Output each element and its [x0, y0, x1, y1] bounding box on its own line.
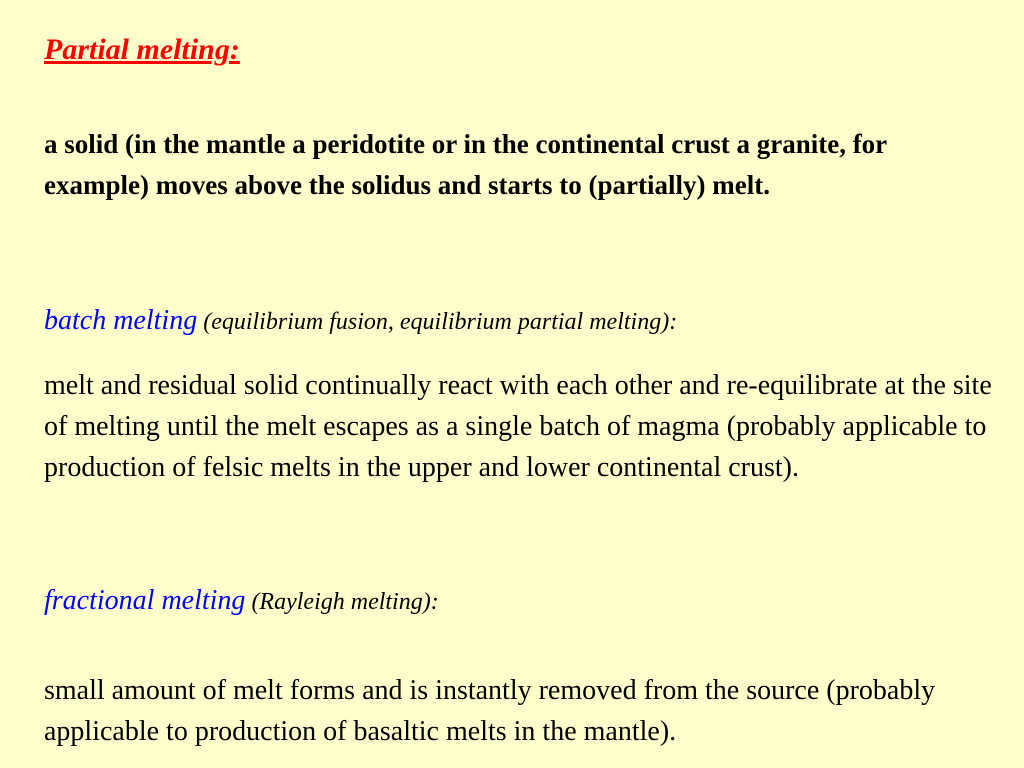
fractional-melting-description: small amount of melt forms and is instantly removed from the source (probably applicable to production of basaltic melts in the mantle). [44, 675, 936, 747]
fractional-melting-term: fractional melting [44, 585, 246, 616]
fractional-melting-heading [44, 581, 439, 625]
batch-melting-note: (equilibrium fusion, equilibrium partial melting): [197, 309, 678, 335]
batch-melting-heading [44, 301, 677, 345]
intro-paragraph: a solid (in the mantle a peridotite or in the continental crust a granite, for example) moves above the solidus and starts to (partially) melt. [44, 129, 887, 200]
slide-content [44, 28, 994, 747]
batch-melting-description: melt and residual solid continually react with each other and re-equilibrate at the site of melting until the melt escapes as a single batch of magma (probably applicable to production of felsic melts in the upper and lower continental crust). [44, 370, 992, 483]
slide-title: Partial melting: [44, 33, 240, 66]
fractional-melting-note: (Rayleigh melting): [245, 589, 439, 615]
batch-melting-term: batch melting [44, 305, 198, 336]
